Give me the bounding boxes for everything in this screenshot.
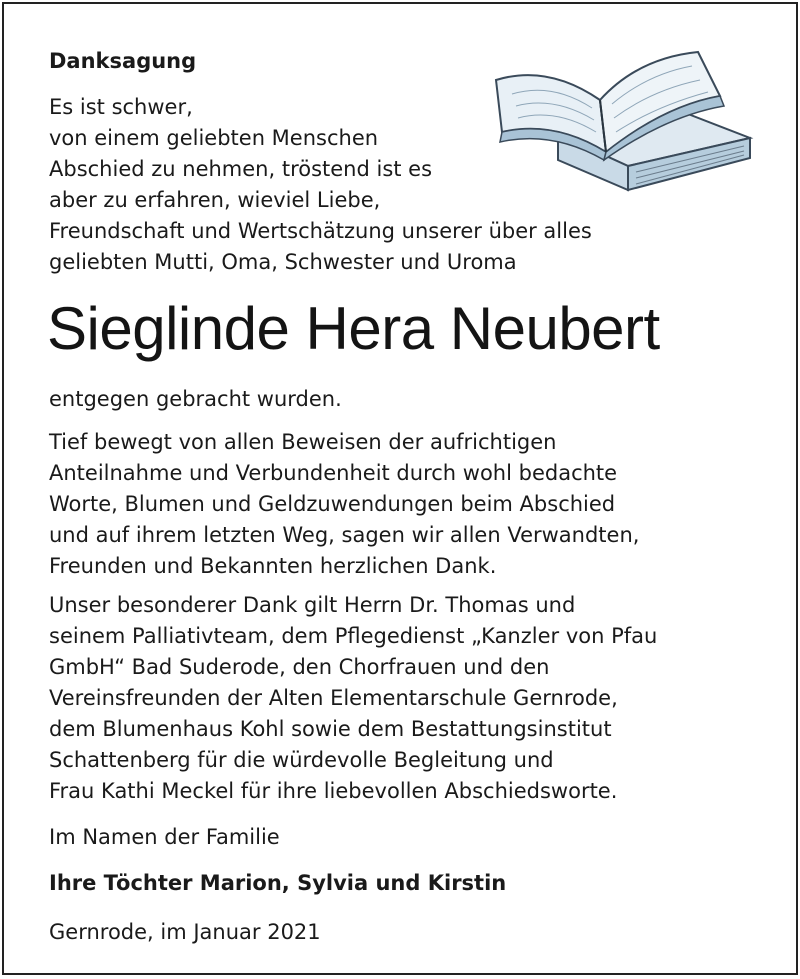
paragraph-line: Unser besonderer Dank gilt Herrn Dr. Thomas und [49,593,576,617]
intro-line: aber zu erfahren, wieviel Liebe, [49,188,381,212]
deceased-name: Sieglinde Hera Neubert [47,295,660,362]
paragraph-line: Anteilnahme und Verbundenheit durch wohl bedachte [49,461,618,485]
paragraph-line: Schattenberg für die würdevolle Begleitung und [49,748,554,772]
place-date: Gernrode, im Januar 2021 [49,920,321,944]
paragraph-line: GmbH“ Bad Suderode, den Chorfrauen und den [49,655,550,679]
thanks-paragraph-1 [49,427,639,582]
books-illustration [488,34,756,194]
paragraph-line: Vereinsfreunden der Alten Elementarschule Gernrode, [49,686,618,710]
paragraph-line: dem Blumenhaus Kohl sowie dem Bestattungsinstitut [49,717,612,741]
paragraph-line: Worte, Blumen und Geldzuwendungen beim Abschied [49,492,616,516]
intro-line: Freundschaft und Wertschätzung unserer über alles [49,219,592,243]
paragraph-line: Freunden und Bekannten herzlichen Dank. [49,554,497,578]
heading: Danksagung [49,49,197,73]
after-name-text: entgegen gebracht wurden. [49,387,342,411]
obituary-notice [2,2,798,975]
paragraph-line: Frau Kathi Meckel für ihre liebevollen Abschiedsworte. [49,779,618,803]
thanks-paragraph-2 [49,590,657,807]
intro-line: Es ist schwer, [49,95,193,119]
paragraph-line: Tief bewegt von allen Beweisen der aufrichtigen [49,430,557,454]
intro-line: von einem geliebten Menschen [49,126,379,150]
family-intro: Im Namen der Familie [49,825,280,849]
signatories: Ihre Töchter Marion, Sylvia und Kirstin [49,871,507,895]
paragraph-line: und auf ihrem letzten Weg, sagen wir allen Verwandten, [49,523,640,547]
paragraph-line: seinem Palliativteam, dem Pflegedienst „Kanzler von Pfau [49,624,658,648]
intro-line: Abschied zu nehmen, tröstend ist es [49,157,433,181]
intro-line: geliebten Mutti, Oma, Schwester und Uroma [49,250,517,274]
